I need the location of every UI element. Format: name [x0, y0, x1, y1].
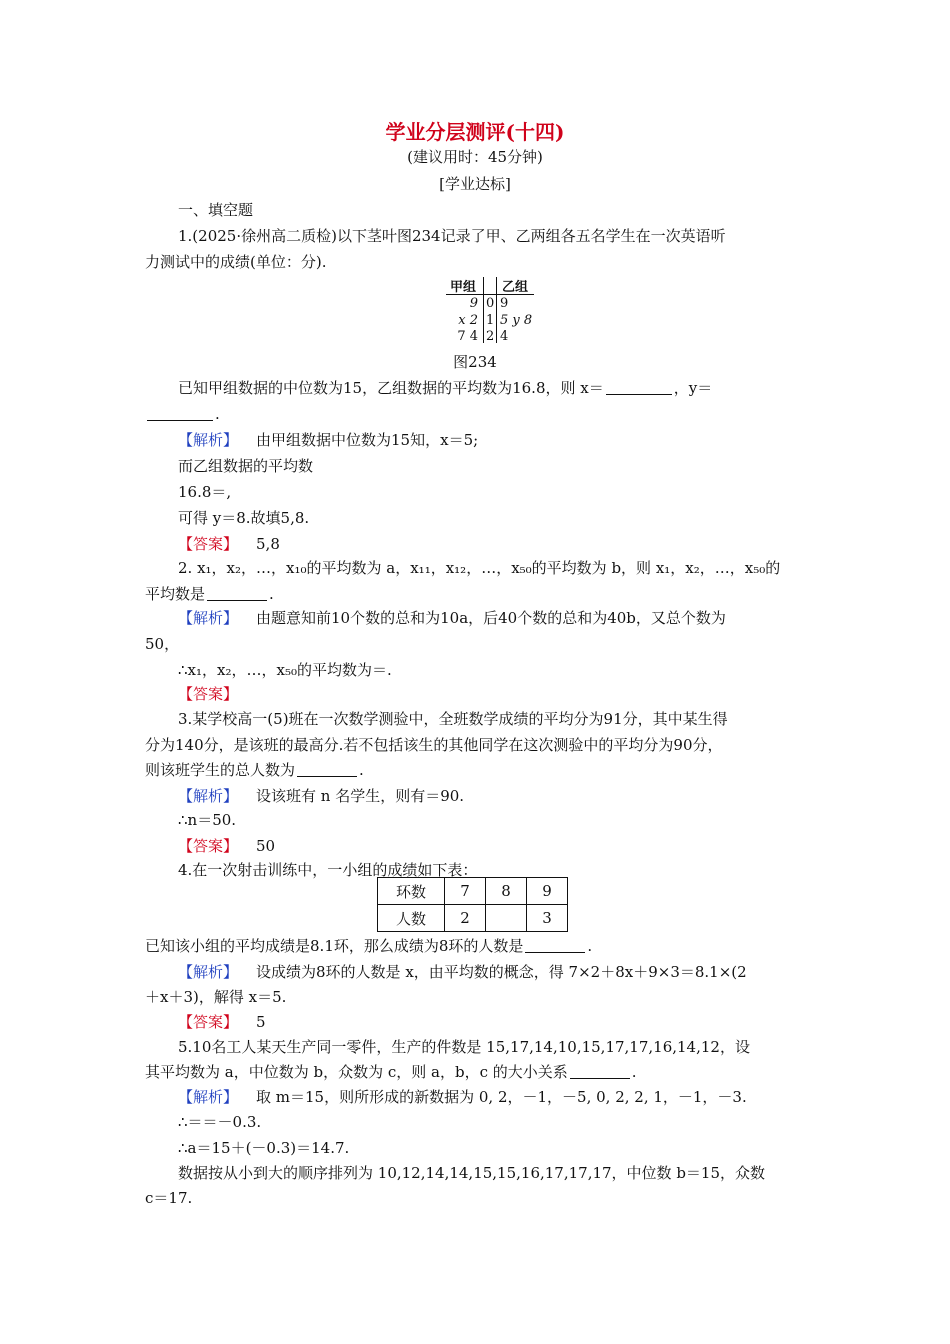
q3-analysis: 【解析】 设该班有 n 名学生，则有＝90.	[178, 787, 465, 805]
figure-right-leaf: 9	[500, 296, 509, 311]
q1-line2: 力测试中的成绩(单位：分).	[145, 253, 327, 271]
figure-right-leaf: 5 y 8	[500, 313, 533, 328]
figure-caption: 图234	[453, 353, 497, 371]
figure-left-leaf: 9	[469, 296, 478, 311]
analysis-label: 【解析】	[178, 787, 239, 805]
answer-blank	[606, 380, 672, 395]
analysis-label: 【解析】	[178, 1088, 239, 1106]
q4-analysis-line2: ＋x＋3)，解得 x＝5.	[145, 988, 287, 1006]
q4-line1: 4.在一次射击训练中，一小组的成绩如下表：	[178, 861, 478, 879]
q1-analysis-line2: 而乙组数据的平均数	[178, 457, 314, 475]
figure-head-right: 乙组	[502, 280, 529, 295]
analysis-label: 【解析】	[178, 431, 239, 449]
q1-line1: 1.(2025·徐州高二质检)以下茎叶图234记录了甲、乙两组各五名学生在一次英语听	[178, 227, 726, 245]
q2-analysis-line3: ∴x₁，x₂，…，x₅₀的平均数为＝.	[178, 661, 392, 679]
q4-analysis: 【解析】 设成绩为8环的人数是 x，由平均数的概念，得 7×2＋8x＋9×3＝8.1×(2	[178, 963, 747, 981]
figure-header-rule	[446, 294, 534, 295]
q1-analysis-line4: 可得 y＝8.故填5,8.	[178, 509, 310, 527]
q5-analysis-line2: ∴＝＝－0.3.	[178, 1113, 262, 1131]
figure-stem-rule-left	[483, 277, 484, 343]
q2-analysis: 【解析】 由题意知前10个数的总和为10a，后40个数的总和为40b，又总个数为	[178, 609, 726, 627]
answer-blank	[147, 406, 213, 421]
score-table	[377, 877, 568, 932]
q1-analysis: 【解析】 由甲组数据中位数为15知，x＝5;	[178, 431, 479, 449]
answer-blank	[207, 586, 267, 601]
q2-line2: 平均数是 .	[145, 585, 274, 603]
answer-label: 【答案】	[178, 837, 239, 855]
table-row	[378, 905, 568, 932]
figure-left-leaf: x 2	[458, 313, 478, 328]
q5-analysis-line5: c＝17.	[145, 1189, 193, 1207]
page-subtitle: (建议用时：45分钟)	[407, 148, 543, 166]
q4-ask: 已知该小组的平均成绩是8.1环，那么成绩为8环的人数是 .	[145, 937, 593, 955]
table-row	[378, 878, 568, 905]
table-cell: 环数	[378, 878, 445, 905]
q5-analysis-line3: ∴a＝15＋(－0.3)＝14.7.	[178, 1139, 350, 1157]
q2-answer	[178, 684, 256, 704]
part-heading: 一、填空题	[178, 201, 254, 219]
table-cell: 人数	[378, 905, 445, 932]
q3-answer: 【答案】 50	[178, 837, 276, 855]
figure-stem: 1	[486, 313, 495, 328]
q1-answer: 【答案】 5,8	[178, 535, 280, 553]
q5-analysis-line4: 数据按从小到大的顺序排列为 10,12,14,14,15,15,16,17,17,17，中位数 b＝15，众数	[178, 1164, 766, 1182]
answer-label: 【答案】	[178, 685, 239, 703]
q2-analysis-line2: 50，	[145, 635, 180, 653]
figure-stem-rule-right	[496, 277, 497, 343]
q4-answer: 【答案】 5	[178, 1013, 266, 1031]
figure-stem: 0	[486, 296, 495, 311]
table-cell: 7	[445, 878, 486, 905]
q5-analysis: 【解析】 取 m＝15，则所形成的新数据为 0, 2，－1，－5, 0, 2, 2, 1，－1，－3.	[178, 1088, 747, 1106]
answer-blank	[297, 762, 357, 777]
analysis-label: 【解析】	[178, 609, 239, 627]
answer-label: 【答案】	[178, 535, 239, 553]
answer-blank	[570, 1064, 630, 1079]
q5-line2: 其平均数为 a，中位数为 b，众数为 c，则 a，b，c 的大小关系 .	[145, 1063, 637, 1081]
table-cell: 3	[527, 905, 568, 932]
q3-line1: 3.某学校高一(5)班在一次数学测验中，全班数学成绩的平均分为91分，其中某生得	[178, 710, 728, 728]
section-heading: [学业达标]	[439, 175, 511, 193]
answer-blank	[525, 938, 585, 953]
figure-right-leaf: 4	[500, 329, 509, 344]
stem-leaf-figure	[446, 276, 536, 344]
answer-label: 【答案】	[178, 1013, 239, 1031]
figure-left-leaf: 7 4	[457, 329, 478, 344]
q2-line1: 2. x₁，x₂，…，x₁₀的平均数为 a，x₁₁，x₁₂，…，x₅₀的平均数为 b，则 x₁，x₂，…，x₅₀的	[178, 559, 781, 577]
q1-ask-cont: .	[145, 404, 220, 424]
q1-ask: 已知甲组数据的中位数为15，乙组数据的平均数为16.8，则 x＝ ，y＝	[178, 379, 713, 397]
table-cell	[486, 905, 527, 932]
q3-line3: 则该班学生的总人数为 .	[145, 761, 364, 779]
q3-analysis-line2: ∴n＝50.	[178, 811, 237, 829]
analysis-label: 【解析】	[178, 963, 239, 981]
figure-stem: 2	[486, 329, 495, 344]
q1-analysis-line3: 16.8＝,	[178, 483, 232, 501]
figure-head-left: 甲组	[450, 280, 477, 295]
page-title: 学业分层测评(十四)	[385, 120, 565, 144]
table-cell: 8	[486, 878, 527, 905]
q5-line1: 5.10名工人某天生产同一零件，生产的件数是 15,17,14,10,15,17,17,16,14,12，设	[178, 1038, 750, 1056]
q3-line2: 分为140分，是该班的最高分.若不包括该生的其他同学在这次测验中的平均分为90分，	[145, 736, 723, 754]
table-cell: 9	[527, 878, 568, 905]
table-cell: 2	[445, 905, 486, 932]
